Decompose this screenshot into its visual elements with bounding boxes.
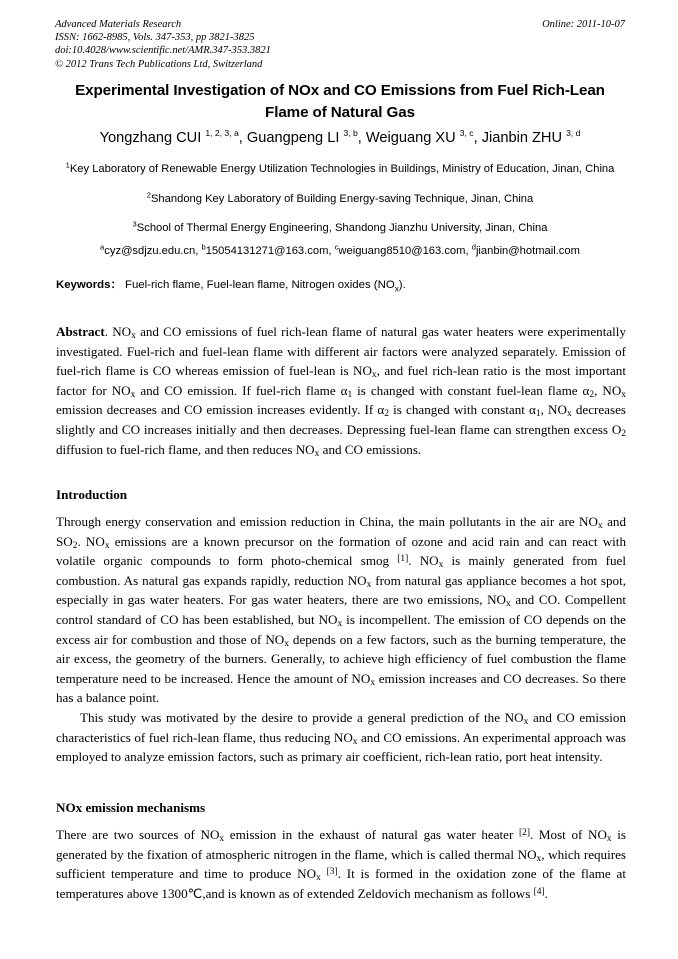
affiliation-item xyxy=(48,219,632,238)
email-list xyxy=(48,243,632,259)
keywords-line xyxy=(56,277,626,293)
keywords-label: Keywords： xyxy=(56,279,122,291)
journal-masthead xyxy=(55,18,625,71)
affiliation-mark: 1 xyxy=(65,160,70,170)
journal-copyright-line: © 2012 Trans Tech Publications Ltd, Switzerland xyxy=(55,58,263,70)
affiliation-text: School of Thermal Energy Engineering, Shandong Jianzhu University, Jinan, China xyxy=(136,222,548,234)
email-address[interactable]: 15054131271@163.com, xyxy=(205,245,332,257)
email-mark: d xyxy=(471,242,476,252)
author-separator: , xyxy=(357,130,366,146)
abstract-text: . $NO_x$ and CO emissions of fuel rich-lean flame of natural gas water heaters were experimentally investigated. Fuel-rich and fuel-lean flame with different air factors were analyzed separately. Emission of fuel-rich flame is CO whereas emission of fuel-lean is $NO_x$, and fuel rich-lean ratio is the most important factor for $NO_x$ and CO emission. If fuel-rich flame $\alpha_1$ is changed with constant fuel-lean flame $\alpha_2$, $NO_x$ emission decreases and CO emission increases evidently. If $\alpha_2$ is changed with constant $\alpha_1$, $NO_x$ decreases slightly and CO increases initially and then decreases. Depressing fuel-lean flame can strengthen excess $O_2$ diffusion to fuel-rich flame, and then reduces $NO_x$ and CO emissions. xyxy=(56,324,626,459)
email-address[interactable]: cyz@sdjzu.edu.cn, xyxy=(104,245,199,257)
author-name: Jianbin ZHU $^{3, d}$ xyxy=(481,128,581,146)
author-name: Guangpeng LI $^{3, b}$ xyxy=(246,128,358,146)
introduction-paragraph-1 xyxy=(56,512,626,708)
journal-issn-line: ISSN: 1662-8985, Vols. 347-353, pp 3821-3825 xyxy=(55,32,255,44)
online-date: Online: 2011-10-07 xyxy=(542,19,625,30)
author-separator: , xyxy=(238,130,247,146)
author-separator: , xyxy=(473,130,482,146)
author-list xyxy=(40,128,640,148)
paragraph-text: There are two sources of $NO_x$ emission in the exhaust of natural gas water heater [2]. Most of $NO_x$ is generated by the fixation of atmospheric nitrogen in the flame, which is called thermal $NO_x$, which requires sufficient temperature and time to produce $NO_x$ [3]. It is formed in the oxidation zone of the flame at temperatures above 1300℃,and is known as of extended Zeldovich mechanism as follows [4]. xyxy=(56,827,626,901)
abstract-paragraph xyxy=(56,322,626,459)
section-heading-nox-mechanisms: NOx emission mechanisms xyxy=(56,800,206,815)
section-heading-introduction: Introduction xyxy=(56,487,128,502)
email-mark: b xyxy=(201,242,206,252)
journal-doi-line: doi:10.4028/www.scientific.net/AMR.347-353.3821 xyxy=(55,45,271,57)
author-affiliation-marks: 3, b xyxy=(343,128,358,139)
paragraph-text: Through energy conservation and emission reduction in China, the main pollutants in the air are $NO_x$ and $SO_2$. $NO_x$ emissions are a known precursor on the formation of ozone and acid rain and can react with volatile organic compounds to form photo-chemical smog [1]. $NO_x$ is mainly generated from fuel combustion. As natural gas expands rapidly, reduction $NO_x$ from natural gas appliance becomes a hot spot, especially in gas water heaters. For gas water heaters, there are two emissions, $NO_x$ and CO. Compellent control standard of CO has been established, but $NO_x$ is incompellent. The emission of CO depends on the excess air for combustion and those of $NO_x$ depends on a few factors, such as the burning temperature, the air excess, the geometry of the burners. Generally, to achieve high efficiency of fuel combustion the flame temperature need to be increased. Hence the amount of $NO_x$ emission increases and CO decreases. So there has a balance point. xyxy=(56,514,626,706)
abstract-label: Abstract xyxy=(56,324,105,339)
email-mark: a xyxy=(100,242,105,252)
nox-mechanisms-paragraph-1 xyxy=(56,825,626,903)
affiliation-item xyxy=(48,160,632,179)
page-title: Experimental Investigation of NOx and CO Emissions from Fuel Rich-Lean Flame of Natural Gas xyxy=(75,82,605,121)
affiliation-mark: 3 xyxy=(132,219,137,229)
email-mark: c xyxy=(334,242,339,252)
email-address[interactable]: weiguang8510@163.com, xyxy=(338,245,469,257)
keywords-value: Fuel-rich flame, Fuel-lean flame, Nitrogen oxides $(NO_x)$. xyxy=(121,279,406,294)
affiliation-mark: 2 xyxy=(146,189,151,199)
journal-name: Advanced Materials Research xyxy=(55,19,182,30)
paragraph-text: This study was motivated by the desire to provide a general prediction of the $NO_x$ and CO emission characteristics of fuel rich-lean flame, thus reducing $NO_x$ and CO emissions. An experimental approach was employed to analyze emission factors, such as primary air coefficient, rich-lean ratio, port heat intensity. xyxy=(56,710,626,765)
author-affiliation-marks: 3, d xyxy=(566,128,581,139)
affiliation-text: Key Laboratory of Renewable Energy Utilization Technologies in Buildings, Ministry of Education, Jinan, China xyxy=(69,163,615,175)
email-address[interactable]: jianbin@hotmail.com xyxy=(475,245,580,257)
author-name: Weiguang XU $^{3, c}$ xyxy=(365,128,474,146)
affiliation-text: Shandong Key Laboratory of Building Energy-saving Technique, Jinan, China xyxy=(150,192,534,205)
introduction-paragraph-2 xyxy=(56,708,626,767)
author-affiliation-marks: 1, 2, 3, a xyxy=(205,128,239,139)
affiliation-item xyxy=(48,190,632,209)
author-affiliation-marks: 3, c xyxy=(459,128,474,139)
author-name: Yongzhang CUI $^{1, 2, 3, a}$ xyxy=(99,128,239,146)
